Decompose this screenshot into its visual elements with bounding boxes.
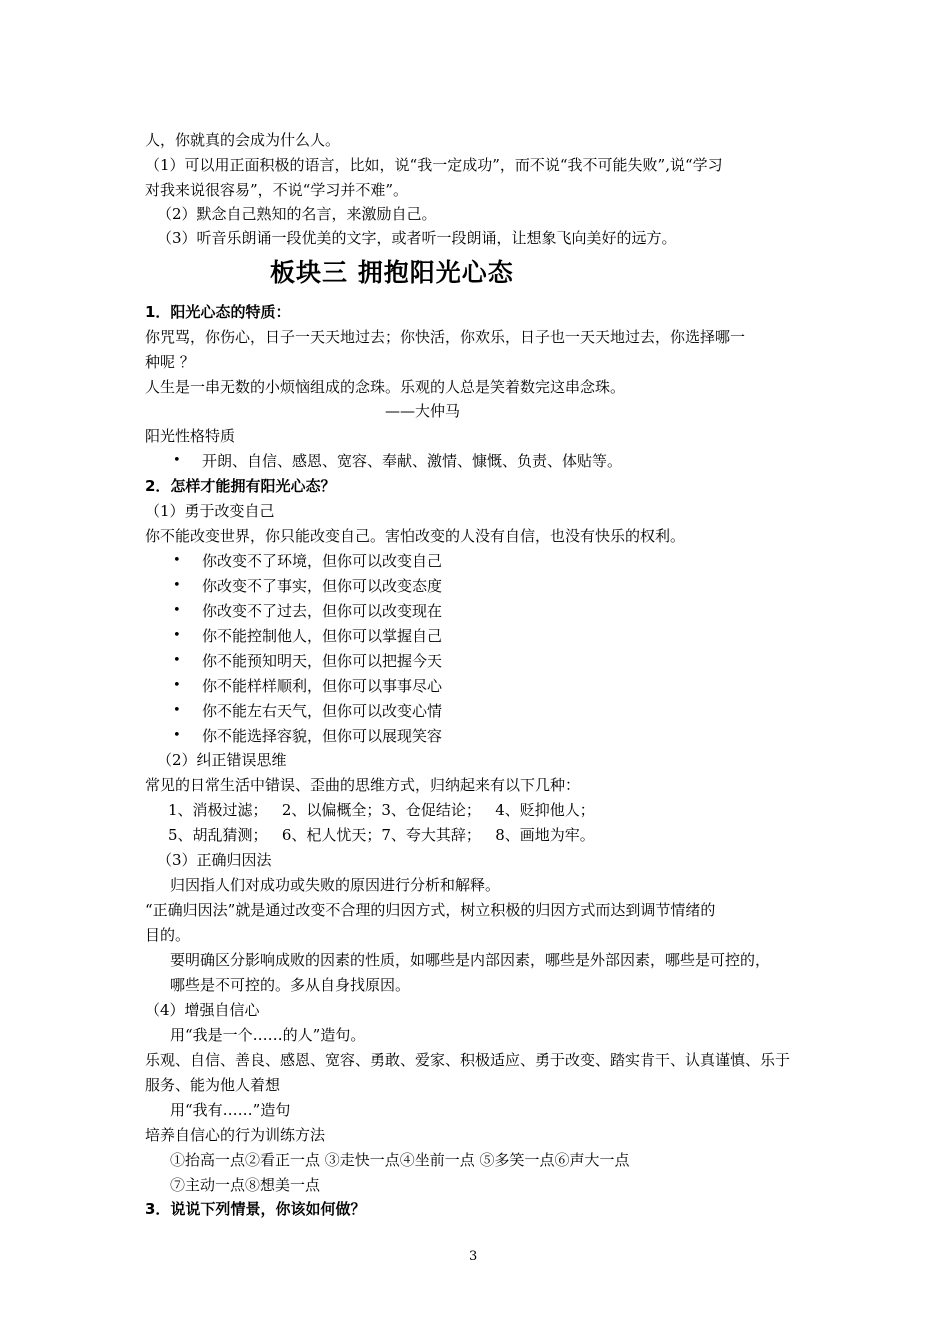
paragraph: 培养自信心的行为训练方法: [145, 1126, 326, 1144]
paragraph: 要明确区分影响成败的因素的性质，如哪些是内部因素，哪些是外部因素，哪些是可控的，: [170, 951, 771, 969]
list-item: 你不能预知明天，但你可以把握今天: [202, 652, 443, 670]
bullet-marker: •: [173, 553, 181, 568]
list-item: 你不能选择容貌，但你可以展现笑容: [202, 727, 443, 745]
quote: 人生是一串无数的小烦恼组成的念珠。乐观的人总是笑着数完这串念珠。: [145, 378, 626, 396]
list-item: 你不能左右天气，但你可以改变心情: [202, 702, 443, 720]
subheading: （4）增强自信心: [145, 1001, 260, 1019]
subheading: （1）勇于改变自己: [145, 502, 275, 520]
paragraph: ①抬高一点②看正一点 ③走快一点④坐前一点 ⑤多笑一点⑥声大一点: [170, 1151, 630, 1169]
page-number: 3: [469, 1249, 478, 1264]
paragraph: 乐观、自信、善良、感恩、宽容、勇敢、爱家、积极适应、勇于改变、踏实肯干、认真谨慎、乐于: [145, 1051, 791, 1069]
intro-p1-cont: 对我来说很容易”，不说“学习并不难”。: [145, 181, 409, 199]
intro-p2: （2）默念自己熟知的名言，来激励自己。: [157, 205, 437, 223]
list-item: 你改变不了过去，但你可以改变现在: [202, 602, 443, 620]
intro-p1: （1）可以用正面积极的语言，比如，说“我一定成功”，而不说“我不可能失败”,说“学习: [145, 156, 723, 174]
list-item: 你不能控制他人，但你可以掌握自己: [202, 627, 443, 645]
intro-line: 人，你就真的会成为什么人。: [145, 131, 341, 149]
intro-p3: （3）听音乐朗诵一段优美的文字，或者听一段朗诵，让想象飞向美好的远方。: [157, 229, 677, 247]
list-line: 5、胡乱猜测； 6、杞人忧天；7、夸大其辞； 8、画地为牢。: [168, 826, 595, 844]
paragraph: 归因指人们对成功或失败的原因进行分析和解释。: [170, 876, 501, 894]
bullet-marker: •: [173, 728, 181, 743]
heading-3: 3．说说下列情景，你该如何做？: [145, 1200, 366, 1218]
bullet-marker: •: [173, 653, 181, 668]
bullet-marker: •: [173, 603, 181, 618]
paragraph-cont: 种呢 ？: [145, 353, 195, 371]
list-line: 1、消极过滤； 2、以偏概全；3、仓促结论； 4、贬抑他人；: [168, 801, 595, 819]
paragraph-cont: 目的。: [145, 926, 191, 944]
section-title: 板块三 拥抱阳光心态: [270, 258, 514, 287]
paragraph: ⑦主动一点⑧想美一点: [170, 1176, 321, 1194]
heading-2: 2．怎样才能拥有阳光心态？: [145, 477, 336, 495]
paragraph-cont: 服务、能为他人着想: [145, 1076, 281, 1094]
list-item: 开朗、自信、感恩、宽容、奉献、激情、慷慨、负责、体贴等。: [202, 452, 623, 470]
bullet-marker: •: [173, 453, 181, 468]
paragraph: 你不能改变世界，你只能改变自己。害怕改变的人没有自信，也没有快乐的权利。: [145, 527, 686, 545]
bullet-marker: •: [173, 578, 181, 593]
quote-attribution: ——大仲马: [385, 402, 461, 420]
subheading: （2）纠正错误思维: [157, 751, 287, 769]
paragraph: 你咒骂，你伤心，日子一天天地过去；你快活，你欢乐，日子也一天天地过去，你选择哪一: [145, 328, 746, 346]
paragraph: 用“我有……”造句: [170, 1101, 291, 1119]
subheading: （3）正确归因法: [157, 851, 272, 869]
list-item: 你改变不了环境，但你可以改变自己: [202, 552, 443, 570]
list-item: 你改变不了事实，但你可以改变态度: [202, 577, 443, 595]
bullet-marker: •: [173, 628, 181, 643]
list-item: 你不能样样顺利，但你可以事事尽心: [202, 677, 443, 695]
bullet-marker: •: [173, 678, 181, 693]
paragraph: “正确归因法”就是通过改变不合理的归因方式，树立积极的归因方式而达到调节情绪的: [145, 901, 716, 919]
paragraph: 用“我是一个……的人”造句。: [170, 1026, 366, 1044]
heading-1: 1．阳光心态的特质：: [145, 303, 291, 321]
bullet-marker: •: [173, 703, 181, 718]
subheading: 阳光性格特质: [145, 427, 236, 445]
paragraph-cont: 哪些是不可控的。多从自身找原因。: [170, 976, 411, 994]
paragraph: 常见的日常生活中错误、歪曲的思维方式，归纳起来有以下几种：: [145, 776, 581, 794]
